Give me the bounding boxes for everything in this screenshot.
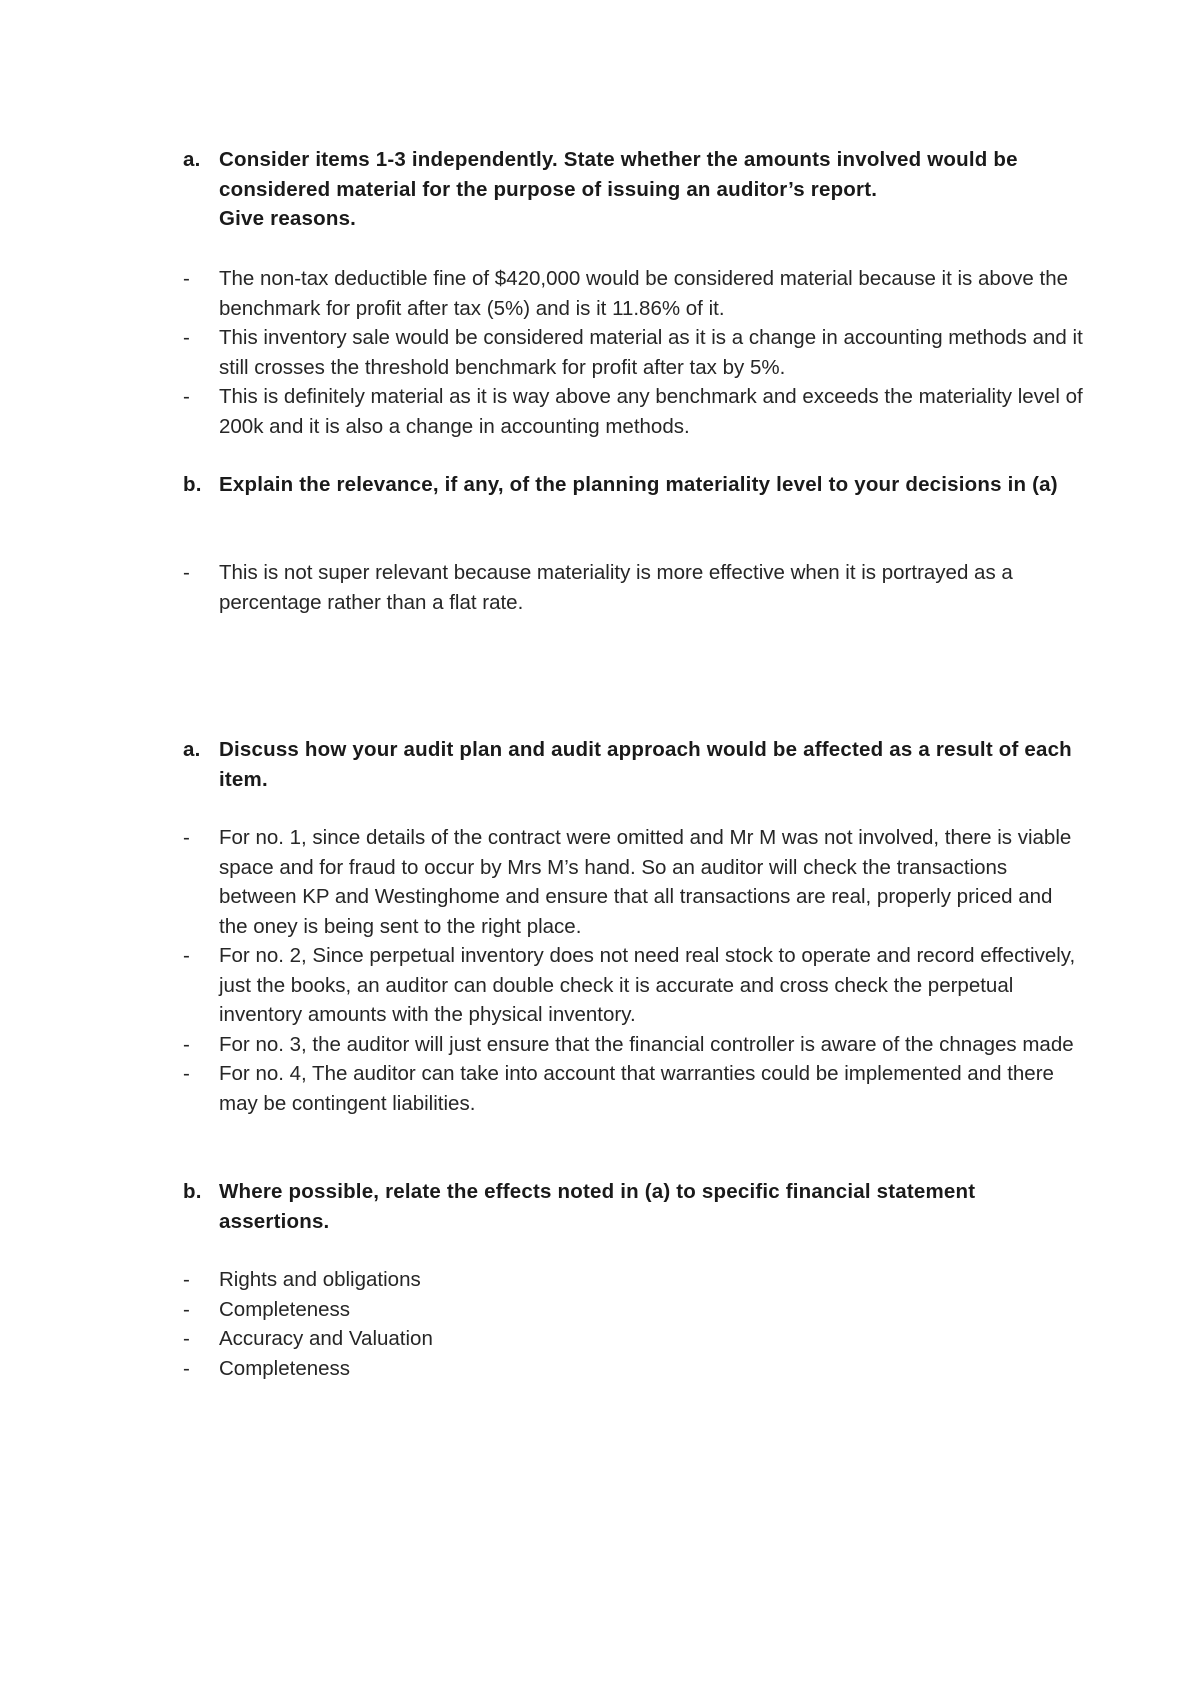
answer-text: This inventory sale would be considered material as it is a change in accounting methods and it still crosses the threshold benchmark for profit after tax by 5%. [219, 326, 1083, 379]
list-item [183, 1059, 1083, 1118]
bullet-dash: - [183, 1032, 190, 1056]
list-item [183, 1265, 1083, 1295]
bullet-dash: - [183, 267, 190, 290]
answer-text: Rights and obligations [219, 1268, 421, 1291]
section1-question-b [183, 470, 1083, 500]
question-marker: a. [183, 738, 201, 761]
list-item [183, 1324, 1083, 1354]
list-item [183, 264, 1083, 323]
bullet-dash: - [183, 944, 190, 967]
answer-text: Accuracy and Valuation [219, 1327, 433, 1350]
answer-text: For no. 3, the auditor will just ensure that the financial controller is aware of the chnages made [219, 1032, 1074, 1056]
section2-answers-a [183, 823, 1083, 1118]
question-text: Consider items 1-3 independently. State whether the amounts involved would be considered material for the purpose of issuing an auditor’s report. [219, 148, 1018, 201]
bullet-dash: - [183, 561, 190, 584]
section2-answers-b [183, 1265, 1083, 1383]
answer-text: The non-tax deductible fine of $420,000 would be considered material because it is above the benchmark for profit after tax (5%) and is it 11.86% of it. [219, 267, 1069, 320]
section2-question-a [183, 735, 1083, 794]
question-heading [183, 735, 1083, 794]
list-item [183, 323, 1083, 382]
list-item [183, 382, 1083, 441]
bullet-dash: - [183, 326, 190, 349]
bullet-dash: - [183, 1297, 190, 1321]
bullet-dash: - [183, 1356, 190, 1380]
list-item [183, 1295, 1083, 1325]
list-item [183, 823, 1083, 941]
section2-question-b [183, 1177, 1083, 1236]
section1-answers-a [183, 264, 1083, 441]
list-item [183, 1030, 1083, 1060]
answer-text: This is definitely material as it is way above any benchmark and exceeds the materiality level of 200k and it is also a change in accounting methods. [219, 385, 1083, 438]
question-heading [183, 470, 1083, 500]
bullet-dash: - [183, 1327, 190, 1350]
bullet-dash: - [183, 385, 190, 408]
section1-question-a [183, 145, 1083, 234]
list-item [183, 558, 1083, 617]
list-item [183, 941, 1083, 1030]
answer-text: For no. 1, since details of the contract were omitted and Mr M was not involved, there is viable space and for fraud to occur by Mrs M’s hand. So an auditor will check the transactions between KP and Westinghome and ensure that all transactions are real, properly priced and the oney is being sent to the right place. [219, 826, 1072, 938]
question-heading [183, 145, 1083, 234]
question-text: Discuss how your audit plan and audit approach would be affected as a result of each item. [219, 738, 1072, 791]
question-heading [183, 1177, 1083, 1236]
answer-text: Completeness [219, 1356, 351, 1380]
section1-answers-b [183, 558, 1083, 617]
answer-text: For no. 4, The auditor can take into account that warranties could be implemented and there may be contingent liabilities. [219, 1062, 1054, 1115]
question-marker: b. [183, 1180, 202, 1203]
question-text: Explain the relevance, if any, of the planning materiality level to your decisions in (a) [219, 473, 1058, 496]
answer-text: Completeness [219, 1297, 351, 1321]
answer-text: This is not super relevant because materiality is more effective when it is portrayed as a percentage rather than a flat rate. [219, 561, 1013, 614]
list-item [183, 1354, 1083, 1384]
bullet-dash: - [183, 1268, 190, 1291]
question-marker: a. [183, 148, 201, 171]
question-marker: b. [183, 473, 202, 496]
answer-text: For no. 2, Since perpetual inventory does not need real stock to operate and record effectively, just the books, an auditor can double check it is accurate and cross check the perpetual inventory amounts with the physical inventory. [219, 944, 1076, 1026]
question-text-continued: Give reasons. [219, 207, 357, 230]
bullet-dash: - [183, 826, 190, 849]
bullet-dash: - [183, 1062, 190, 1085]
question-text: Where possible, relate the effects noted in (a) to specific financial statement assertions. [219, 1180, 976, 1233]
